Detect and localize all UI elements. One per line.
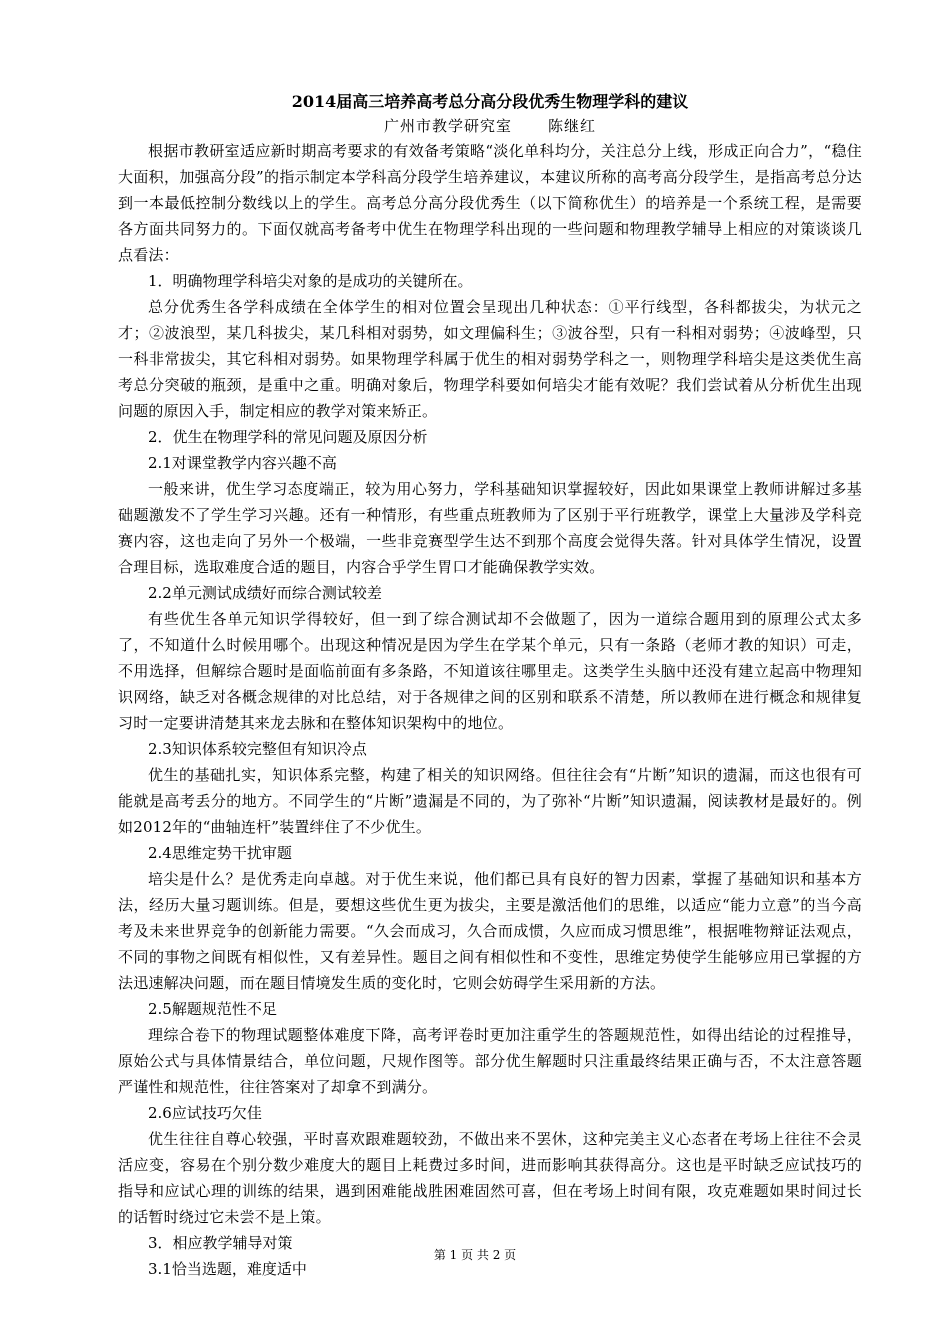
section-2-3-body: 优生的基础扎实，知识体系完整，构建了相关的知识网络。但往往会有“片断”知识的遗漏，而这也很有可能就是高考丢分的地方。不同学生的“片断”遗漏是不同的，为了弥补“片断”知识遗漏，阅读教材是最好的。例如2012年的“曲轴连杆”装置绊住了不少优生。	[118, 766, 862, 836]
page-footer: 第 1 页 共 2 页	[433, 1248, 517, 1262]
section-2-4-body: 培尖是什么？是优秀走向卓越。对于优生来说，他们都已具有良好的智力因素，掌握了基础知识和基本方法，经历大量习题训练。但是，要想这些优生更为拔尖，主要是激活他们的思维，以适应“能力立意”的当今高考及未来世界竞争的创新能力需要。“久会而成习，久合而成惯，久应而成习惯思维”，根据唯物辩证法观点，不同的事物之间既有相似性，又有差异性。题目之间有相似性和不变性，思维定势使学生能够应用已掌握的方法迅速解决问题，而在题目情境发生质的变化时，它则会妨碍学生采用新的方法。	[118, 870, 862, 992]
section-2-1-heading: 2.1对课堂教学内容兴趣不高	[148, 454, 337, 472]
section-2-1-body: 一般来讲，优生学习态度端正，较为用心努力，学科基础知识掌握较好，因此如果课堂上教师讲解过多基础题激发不了学生学习兴趣。还有一种情形，有些重点班教师为了区别于平行班教学，课堂上大量涉及学科竞赛内容，这也走向了另外一个极端，一些非竞赛型学生达不到那个高度会觉得失落。针对具体学生情况，设置合理目标，选取难度合适的题目，内容合乎学生胃口才能确保教学实效。	[118, 480, 862, 576]
section-2-5-heading: 2.5解题规范性不足	[148, 1000, 277, 1018]
section-1-heading: 1．明确物理学科培尖对象的是成功的关键所在。	[148, 272, 473, 290]
section-2-3-heading: 2.3知识体系较完整但有知识冷点	[148, 740, 367, 758]
section-2-6-heading: 2.6应试技巧欠佳	[148, 1104, 262, 1122]
section-2-4-heading: 2.4思维定势干扰审题	[148, 844, 292, 862]
organization: 广州市教学研究室	[383, 117, 512, 135]
section-1-body: 总分优秀生各学科成绩在全体学生的相对位置会呈现出几种状态：①平行线型，各科都拔尖，为状元之才；②波浪型，某几科拔尖，某几科相对弱势，如文理偏科生；③波谷型，只有一科相对弱势；④波峰型，只一科非常拔尖，其它科相对弱势。如果物理学科属于优生的相对弱势学科之一，则物理学科培尖是这类优生高考总分突破的瓶颈，是重中之重。明确对象后，物理学科要如何培尖才能有效呢？我们尝试着从分析优生出现问题的原因入手，制定相应的教学对策来矫正。	[118, 298, 862, 420]
section-2-5-body: 理综合卷下的物理试题整体难度下降，高考评卷时更加注重学生的答题规范性，如得出结论的过程推导，原始公式与具体情景结合，单位问题，尺规作图等。部分优生解题时只注重最终结果正确与否，不太注意答题严谨性和规范性，往往答案对了却拿不到满分。	[118, 1026, 862, 1096]
intro-paragraph: 根据市教研室适应新时期高考要求的有效备考策略“淡化单科均分，关注总分上线，形成正向合力”，“稳住大面积，加强高分段”的指示制定本学科高分段学生培养建议，本建议所称的高考高分段学生，是指高考总分达到一本最低控制分数线以上的学生。高考总分高分段优秀生（以下简称优生）的培养是一个系统工程，是需要各方面共同努力的。下面仅就高考备考中优生在物理学科出现的一些问题和物理教学辅导上相应的对策谈谈几点看法：	[118, 142, 862, 264]
document-page	[118, 90, 862, 1282]
section-2-2-heading: 2.2单元测试成绩好而综合测试较差	[148, 584, 382, 602]
section-2-6-body: 优生往往自尊心较强，平时喜欢跟难题较劲，不做出来不罢休，这种完美主义心态者在考场上往往不会灵活应变，容易在个别分数少难度大的题目上耗费过多时间，进而影响其获得高分。这也是平时缺乏应试技巧的指导和应试心理的训练的结果，遇到困难能战胜困难固然可喜，但在考场上时间有限，攻克难题如果时间过长的话暂时绕过它未尝不是上策。	[118, 1130, 862, 1226]
section-2-heading: 2．优生在物理学科的常见问题及原因分析	[148, 428, 428, 446]
byline	[118, 114, 862, 138]
section-3-heading: 3．相应教学辅导对策	[148, 1234, 293, 1252]
document-title: 2014届高三培养高考总分高分段优秀生物理学科的建议	[291, 92, 689, 111]
section-3-1-heading: 3.1恰当选题，难度适中	[148, 1260, 307, 1278]
author: 陈继红	[548, 117, 597, 135]
section-2-2-body: 有些优生各单元知识学得较好，但一到了综合测试却不会做题了，因为一道综合题用到的原理公式太多了，不知道什么时候用哪个。出现这种情况是因为学生在学某个单元，只有一条路（老师才教的知识）可走，不用选择，但解综合题时是面临前面有多条路，不知道该往哪里走。这类学生头脑中还没有建立起高中物理知识网络，缺乏对各概念规律的对比总结，对于各规律之间的区别和联系不清楚，所以教师在进行概念和规律复习时一定要讲清楚其来龙去脉和在整体知识架构中的地位。	[118, 610, 862, 732]
